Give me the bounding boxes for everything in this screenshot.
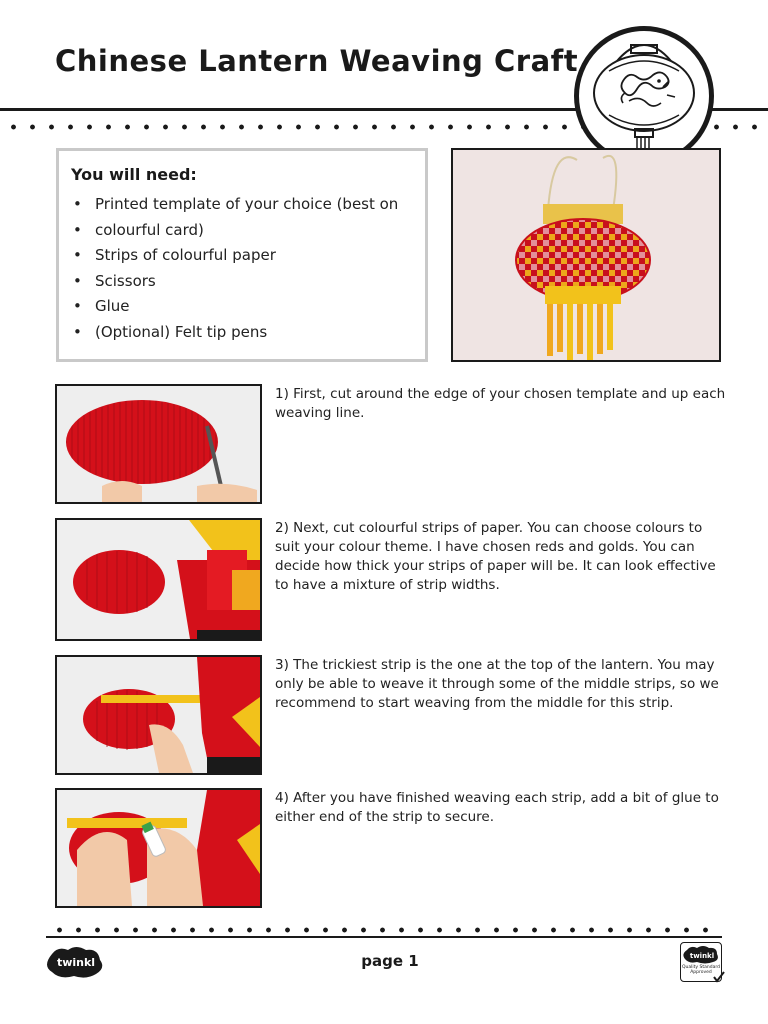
step-4-text: 4) After you have finished weaving each strip, add a bit of glue to either end of the strip to secure. <box>275 790 719 825</box>
quality-badge-text: Quality Standard Approved <box>682 965 720 975</box>
materials-heading: You will need: <box>71 165 197 184</box>
step-1-photo <box>55 384 262 504</box>
list-item: • (Optional) Felt tip pens <box>71 320 413 346</box>
materials-box <box>56 148 428 362</box>
svg-text:twinkl: twinkl <box>689 952 715 960</box>
check-icon <box>713 971 725 983</box>
step-2-photo <box>55 518 262 641</box>
dragon-lantern-icon <box>574 26 714 166</box>
page-title: Chinese Lantern Weaving Craft <box>55 44 579 78</box>
step-3-photo <box>55 655 262 775</box>
list-item: • Glue <box>71 294 413 320</box>
finished-lantern-photo <box>451 148 721 362</box>
quality-standard-badge <box>680 942 722 982</box>
footer-dot-divider <box>46 927 722 933</box>
svg-text:twinkl: twinkl <box>56 956 96 969</box>
list-item: • Strips of colourful paper <box>71 243 413 269</box>
twinkl-logo <box>46 946 106 978</box>
step-2-text: 2) Next, cut colourful strips of paper. You can choose colours to suit your colour theme. I have chosen reds and golds. You can decide how thick your strips of paper will be. It can look effective to have a mixture of strip widths. <box>275 520 716 593</box>
materials-list <box>71 192 413 345</box>
list-item: • Scissors <box>71 269 413 295</box>
step-1-text: 1) First, cut around the edge of your chosen template and up each weaving line. <box>275 386 726 421</box>
step-4-photo <box>55 788 262 908</box>
page-number: page 1 <box>361 952 419 970</box>
step-3-text: 3) The trickiest strip is the one at the top of the lantern. You may only be able to weave it through some of the middle strips, so we recommend to start weaving from the middle for this strip. <box>275 657 719 711</box>
list-item: • Printed template of your choice (best on <box>71 192 413 218</box>
list-item: • colourful card) <box>71 218 413 244</box>
footer-rule <box>46 936 722 938</box>
